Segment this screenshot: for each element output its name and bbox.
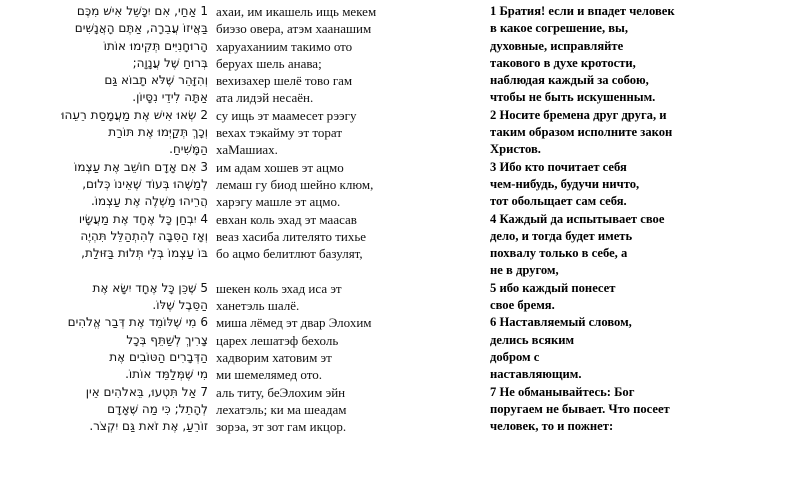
russian-line: свое бремя. bbox=[490, 298, 555, 313]
russian-line: дело, и тогда будет иметь bbox=[490, 228, 633, 243]
transliteration-line: ханетэль шалё. bbox=[216, 298, 300, 314]
russian-line: тот обольщает сам себя. bbox=[490, 194, 627, 209]
transliteration-line: беруах шель анава; bbox=[216, 55, 322, 71]
transliteration-line: царех лешатэф бехоль bbox=[216, 332, 339, 348]
russian-line: добром с bbox=[490, 349, 540, 364]
transliteration-line: бо ацмо белитлют базулят, bbox=[216, 246, 363, 262]
russian-line: не в другом, bbox=[490, 263, 559, 278]
russian-line: чтобы не быть искушенным. bbox=[490, 90, 656, 105]
hebrew-line: הֲרֵיהוּ מַשְׁלֶה אֶת עַצְמוֹ. bbox=[90, 194, 208, 209]
transliteration-line: су ищь эт маамесет рээгу bbox=[216, 107, 357, 123]
transliteration-line: миша лёмед эт двар Элохим bbox=[216, 315, 372, 331]
hebrew-line: 2 שְׂאוּ אִישׁ אֶת מַעֲמָסַת רֵעֵהוּ bbox=[61, 107, 208, 122]
transliteration-line: хаМашиах. bbox=[216, 142, 278, 158]
transliteration-line: хадворим хатовим эт bbox=[216, 349, 332, 365]
russian-line: наблюдая каждый за собою, bbox=[490, 73, 649, 88]
hebrew-line: 5 שֶׁכֵּן כָּל אֶחָד יִשָּׂא אֶת bbox=[92, 280, 208, 295]
russian-line: 1 Братия! если и впадет человек bbox=[490, 4, 675, 18]
hebrew-line: הַסֵּבֶל שֶׁלּוֹ. bbox=[152, 298, 208, 313]
hebrew-line: 7 אַל תִּטְעוּ, בֵּאלֹהִים אֵין bbox=[85, 384, 208, 399]
russian-line: человек, то и пожнет: bbox=[490, 419, 614, 434]
transliteration-line: харэгу машле эт ацмо. bbox=[216, 194, 341, 210]
transliteration-line: аль титу, беЭлохим эйн bbox=[216, 384, 346, 400]
russian-line: 6 Наставляемый словом, bbox=[490, 315, 632, 330]
transliteration-line: вехах тэкайму эт торат bbox=[216, 125, 343, 141]
transliteration-line: им адам хошев эт ацмо bbox=[216, 159, 344, 175]
transliteration-line: вехизахер шелё тово гам bbox=[216, 73, 353, 89]
hebrew-line: הַמָּשִׁיחַ. bbox=[169, 142, 208, 157]
transliteration-line: лемаш гу биод шейно клюм, bbox=[216, 176, 374, 192]
hebrew-line bbox=[6, 262, 208, 279]
transliteration-line: ми шемелямед ото. bbox=[216, 367, 322, 383]
hebrew-line: הָרוּחָנִיִּים תְּקִימוּ אוֹתוֹ bbox=[103, 38, 208, 53]
transliteration-line: харуаханиим такимо ото bbox=[216, 38, 353, 54]
russian-line: Христов. bbox=[490, 142, 541, 157]
russian-line: поругаем не бывает. Что посеет bbox=[490, 401, 670, 416]
hebrew-line: בּוֹ עַצְמוֹ בְּלִי תְּלוּת בַּזּוּלַת, bbox=[81, 246, 208, 261]
russian-line: 7 Не обманывайтесь: Бог bbox=[490, 384, 635, 399]
transliteration-line: ахаи, им икашель ищь мекем bbox=[216, 4, 377, 19]
russian-line: в какое согрешение, вы, bbox=[490, 21, 629, 36]
hebrew-line: 4 יִבְחַן כָּל אֶחָד אֶת מַעֲשָׂיו bbox=[78, 211, 208, 226]
russian-line: 4 Каждый да испытывает свое bbox=[490, 211, 665, 226]
hebrew-line: זוֹרֵעַ, אֶת זֹאת גַּם יִקְצֹר. bbox=[89, 419, 208, 434]
transliteration-line: евхан коль эхад эт маасав bbox=[216, 211, 357, 227]
hebrew-line: וְהִזָּהֵר שֶׁלֹּא תָבוֹא גַּם bbox=[104, 73, 208, 88]
russian-line: похвалу только в себе, а bbox=[490, 246, 628, 261]
transliteration-line: ата лидэй несаён. bbox=[216, 90, 314, 106]
russian-line: делись всяким bbox=[490, 332, 575, 347]
transliteration-line: зорэа, эт зот гам икцор. bbox=[216, 419, 347, 435]
russian-line: духовные, исправляйте bbox=[490, 38, 624, 53]
hebrew-line: הַדְּבָרִים הַטּוֹבִים אֶת bbox=[109, 349, 208, 364]
hebrew-line: בַּאֲיזוֹ עֲבֵרָה, אַתֶּם הָאֲנָשִׁים bbox=[74, 21, 208, 36]
hebrew-line: 1 אַחַי, אִם יִכָּשֵׁל אִישׁ מִכֶּם bbox=[76, 4, 208, 18]
hebrew-line: לְמַשֶּׁהוּ בְּעוֹד שֶׁאֵינוֹ כְּלוּם, bbox=[82, 176, 208, 191]
hebrew-line: 3 אִם אָדָם חוֹשֵׁב אֶת עַצְמוֹ bbox=[74, 159, 208, 174]
transliteration-line bbox=[216, 262, 466, 279]
transliteration-line: веаз хасиба лителято тихье bbox=[216, 228, 367, 244]
hebrew-line: מִי שֶׁמְּלַמֵּד אוֹתוֹ. bbox=[125, 367, 208, 382]
hebrew-line: לְהָתֵל; כִּי מַה שֶּׁאָדָם bbox=[107, 401, 208, 416]
hebrew-line: אַתָּה לִידֵי נִסָּיוֹן. bbox=[132, 90, 208, 105]
transliteration-line: шекен коль эхад иса эт bbox=[216, 280, 342, 296]
hebrew-column bbox=[6, 3, 208, 435]
russian-line: такового в духе кротости, bbox=[490, 55, 636, 70]
hebrew-line: וְאָז הַסִּבָּה לְהִתְהַלֵּל תִּהְיֶה bbox=[80, 228, 208, 243]
hebrew-line: בְּרוּחַ שֶׁל עֲנָוָה; bbox=[132, 55, 208, 70]
russian-line: наставляющим. bbox=[490, 367, 582, 382]
russian-line: таким образом исполните закон bbox=[490, 125, 673, 140]
hebrew-line: צָרִיךְ לְשַׁתֵּף בְּכָל bbox=[126, 332, 208, 347]
russian-line: 5 ибо каждый понесет bbox=[490, 280, 616, 295]
transliteration-column bbox=[216, 3, 466, 435]
russian-line: 3 Ибо кто почитает себя bbox=[490, 159, 627, 174]
russian-line: 2 Носите бремена друг друга, и bbox=[490, 107, 667, 122]
hebrew-line: 6 מִי שֶׁלּוֹמֵד אֶת דְּבַר אֱלֹהִים bbox=[67, 315, 208, 330]
transliteration-line: биэзо овера, атэм хаанашим bbox=[216, 21, 372, 37]
hebrew-line: וְכָךְ תְּקַיְּמוּ אֶת תּוֹרַת bbox=[108, 125, 208, 140]
transliteration-line: лехатэль; ки ма шеадам bbox=[216, 401, 347, 417]
russian-column bbox=[490, 3, 795, 435]
russian-line: чем-нибудь, будучи ничто, bbox=[490, 176, 640, 191]
